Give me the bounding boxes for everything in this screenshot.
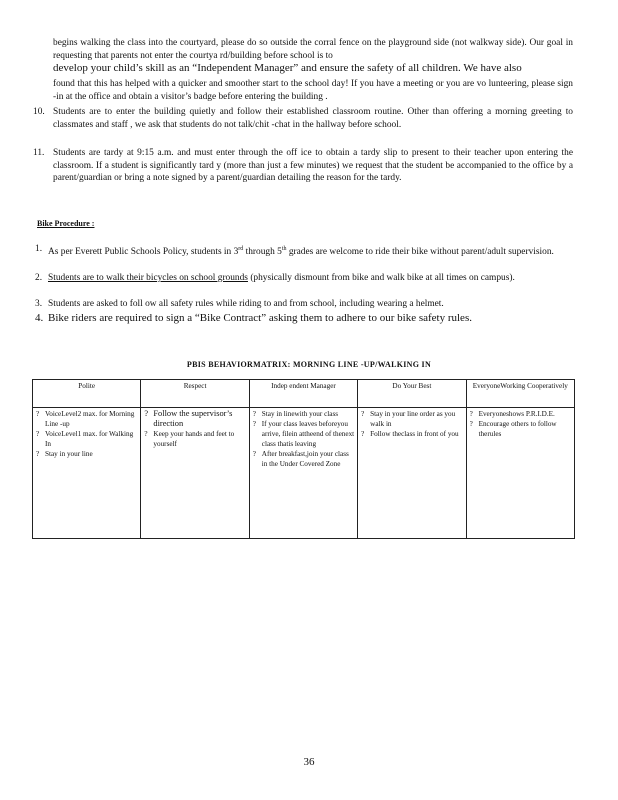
column-header: Polite [33, 380, 141, 408]
list-item: ? VoiceLevel1 max. for Walking In [36, 429, 137, 449]
intro-paragraph-emphasis: develop your child’s skill as an “Independent Manager” and ensure the safety of all children. We have also [53, 62, 522, 74]
intro-paragraph-start: begins walking the class into the courtyard, please do so outside the corral fence on the playground side (not walkway side). Our goal in requesting that parents not enter the courtya rd/building before school is to [53, 38, 573, 61]
list-item: ? Keep your hands and feet to yourself [144, 429, 245, 449]
list-item: ? Stay in your line order as you walk in [361, 409, 462, 429]
column-header: Indep endent Manager [249, 380, 357, 408]
list-item-number: 1. [35, 244, 43, 254]
bike-procedure-heading: Bike Procedure : [37, 219, 95, 228]
bike-text-part: grades are welcome to ride their bike without parent/adult supervision. [286, 247, 554, 258]
page-number: 36 [303, 756, 315, 768]
column-header: EveryoneWorking Cooperatively [466, 380, 574, 408]
list-item: ? Follow the supervisor’s direction [144, 409, 245, 429]
list-item-text [48, 243, 573, 259]
matrix-cell-independent-manager [249, 408, 357, 539]
bike-text-part: (physically dismount from bike and walk bike at all times on campus). [247, 273, 515, 283]
bike-text-part: As per Everett Public Schools Policy, students in 3 [48, 247, 239, 258]
column-header: Do Your Best [358, 380, 466, 408]
list-item-number: 11. [33, 148, 45, 158]
matrix-title: PBIS BEHAVIORMATRIX: MORNING LINE -UP/WALKING IN [186, 360, 432, 369]
list-item-text: Bike riders are required to sign a “Bike Contract” asking them to adhere to our bike safety rules. [48, 312, 472, 324]
list-item: ? Stay in linewith your class [253, 409, 354, 419]
underlined-rule: Students are to walk their bicycles on school grounds [48, 273, 248, 283]
matrix-cell-cooperation [466, 408, 574, 539]
list-item: ? Encourage others to follow therules [470, 419, 571, 439]
list-item: ? If your class leaves beforeyou arrive, filein attheend of thenext class thatis leaving [253, 419, 354, 449]
list-item-number: 10. [33, 107, 45, 117]
behavior-matrix-table [32, 379, 575, 539]
list-item-number: 3. [35, 299, 43, 309]
list-item-number: 2. [35, 273, 43, 283]
list-item-text: Students are tardy at 9:15 a.m. and must enter through the off ice to obtain a tardy slip to present to their teacher upon entering the classroom. If a student is significantly tard y (more than just a few minutes) we request that the student be accompanied to the office by a parent/guardian or bring a note signed by a parent/guardian detailing the reason for the tardy. [53, 148, 573, 184]
list-item: ? Everyoneshows P.R.I.D.E. [470, 409, 571, 419]
bike-text-part: through 5 [243, 247, 282, 258]
list-item: ? After breakfast,join your class in the Under Covered Zone [253, 449, 354, 469]
list-item: ? Stay in your line [36, 449, 137, 459]
ordinal-suffix: th [281, 246, 287, 252]
table-header-row [33, 380, 575, 408]
list-item-text: Students are to enter the building quietly and follow their established classroom routine. Other than offering a morning greeting to classmates and staff , we ask that students do not talk/chit -chat in the hallway before school. [53, 107, 573, 130]
list-item-text [48, 272, 573, 285]
matrix-cell-respect [141, 408, 249, 539]
table-row [33, 408, 575, 539]
ordinal-suffix: rd [238, 246, 244, 252]
column-header: Respect [141, 380, 249, 408]
matrix-cell-do-your-best [358, 408, 466, 539]
list-item-text: Students are asked to foll ow all safety rules while riding to and from school, including wearing a helmet. [48, 299, 444, 309]
intro-paragraph-end: found that this has helped with a quicker and smoother start to the school day! If you have a meeting or you are vo lunteering, please sign -in at the office and obtain a visitor’s badge before entering the building . [53, 79, 573, 102]
list-item: ? Follow theclass in front of you [361, 429, 462, 439]
matrix-cell-polite [33, 408, 141, 539]
list-item-number: 4. [35, 312, 44, 324]
list-item: ? VoiceLevel2 max. for Morning Line -up [36, 409, 137, 429]
